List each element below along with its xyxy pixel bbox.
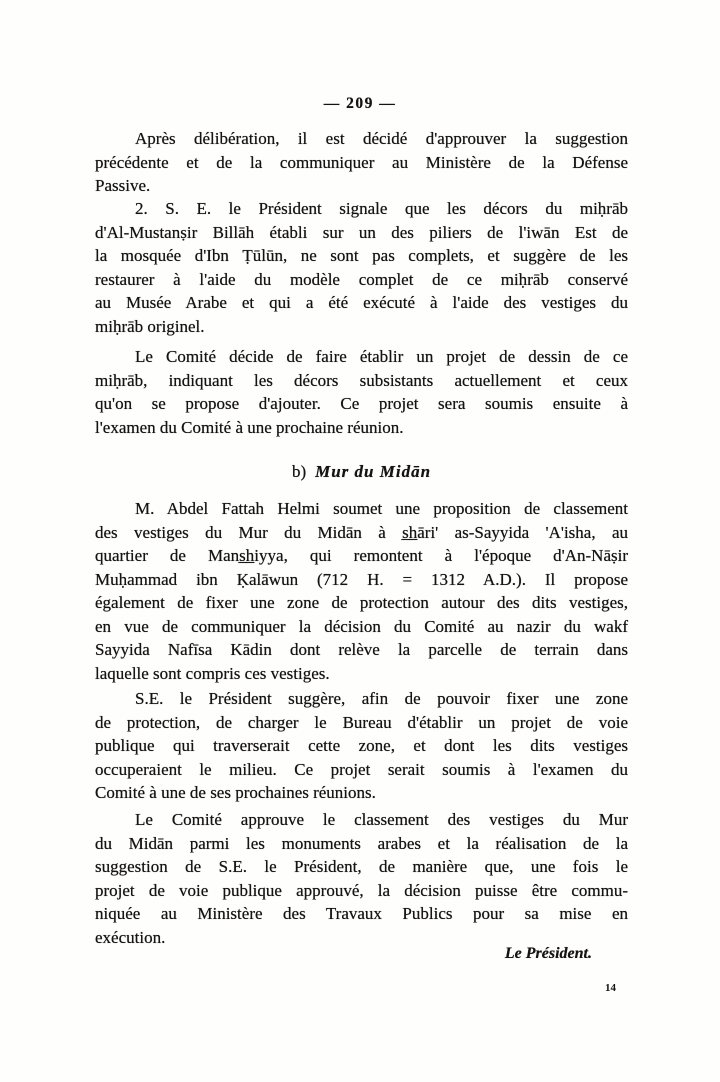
text-line: qu'on se propose d'ajouter. Ce projet sera soumis ensuite à [95,394,628,413]
text-line: suggestion de S.E. le Président, de manière que, une fois le [95,857,628,876]
text-line: du Midān parmi les monuments arabes et la réalisation de la [95,833,628,853]
text-line: Muḥammad ibn Ḳalāwun (712 H. = 1312 A.D.). Il propose [95,569,628,589]
text-line: des vestiges du Mur du Midān à s̲h̲āri' as-Sayyida 'A'isha, au [95,522,628,542]
text-line: miḥrāb originel. [95,316,205,336]
section-heading [95,462,628,482]
paragraph [95,197,628,338]
text-line: de protection, de charger le Bureau d'établir un projet de voie [95,712,628,732]
signature-le-president: Le Président. [504,945,592,962]
text-line: projet de voie publique approuvé, la décision puisse être commu- [95,880,628,900]
press-sheet-mark: 14 [605,982,616,994]
text-line: Le Comité décide de faire établir un projet de dessin de ce [135,347,628,366]
text-line: 2. S. E. le Président signale que les décors du miḥrāb [135,199,628,218]
text-line: restaurer à l'aide du modèle complet de ce miḥrāb conservé [95,269,628,289]
text-line: également de fixer une zone de protection autour des dits vestiges, [95,593,628,612]
paragraph [95,808,628,949]
text-line: exécution. [95,927,166,947]
text-line: miḥrāb, indiquant les décors subsistants actuellement et ceux [95,370,628,390]
paragraph [95,345,628,439]
text-line: quartier de Mans̲h̲iyya, qui remontent à l'époque d'An-Nāṣir [95,546,628,565]
section-heading-prefix: b) [291,462,307,481]
text-line: Passive. [95,176,151,195]
text-line: Comité à une de ses prochaines réunions. [95,783,376,802]
text-line: occuperaient le milieu. Ce projet serait soumis à l'examen du [95,759,628,779]
text-line: Le Comité approuve le classement des vestiges du Mur [135,810,628,829]
text-line: l'examen du Comité à une prochaine réunion. [95,417,404,437]
page-number-header: — 209 — [323,95,397,112]
paragraph [95,127,628,198]
text-line: laquelle sont compris ces vestiges. [95,663,330,683]
section-heading-title: Mur du Midān [315,462,432,481]
text-line: Après délibération, il est décidé d'approuver la suggestion [135,129,628,148]
text-line: au Musée Arabe et qui a été exécuté à l'aide des vestiges du [95,293,628,312]
text-line: M. Abdel Fattah Helmi soumet une proposition de classement [135,499,628,518]
text-line: d'Al-Mustanṣir Billāh établi sur un des piliers de l'iwān Est de [95,222,628,242]
text-line: la mosquée d'Ibn Ṭūlūn, ne sont pas complets, et suggère de les [95,246,628,265]
text-line: publique qui traverserait cette zone, et dont les dits vestiges [95,736,628,755]
paragraph [95,497,628,685]
text-line: S.E. le Président suggère, afin de pouvoir fixer une zone [135,689,628,708]
text-line: en vue de communiquer la décision du Comité au nazir du wakf [95,616,628,636]
text-line: Sayyida Nafīsa Kādin dont relève la parcelle de terrain dans [95,640,628,659]
text-line: niquée au Ministère des Travaux Publics pour sa mise en [95,904,628,923]
text-line: précédente et de la communiquer au Ministère de la Défense [95,152,628,172]
paragraph [95,687,628,805]
